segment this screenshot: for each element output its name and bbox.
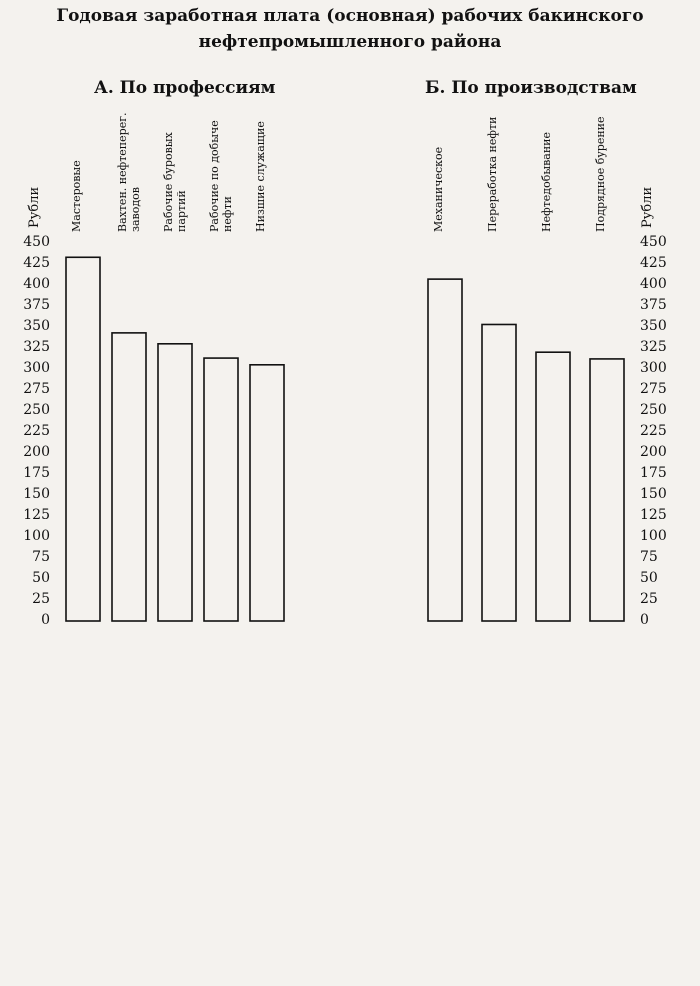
left-y-tick-label: 250 (23, 402, 50, 418)
left-y-tick-label: 175 (23, 465, 50, 481)
right-y-tick-label: 450 (640, 234, 667, 250)
left-y-tick-label: 375 (23, 297, 50, 313)
right-y-tick-label: 0 (640, 612, 649, 628)
right-y-tick-label: 275 (640, 381, 667, 397)
panel-a-title: А. По профессиям (94, 78, 276, 98)
left-y-tick-label: 125 (23, 507, 50, 523)
right-y-tick-label: 350 (640, 318, 667, 334)
right-y-tick-label: 325 (640, 339, 667, 355)
left-y-tick-label: 75 (32, 549, 50, 565)
left-y-tick-label: 225 (23, 423, 50, 439)
category-label: Подрядное бурение (594, 116, 607, 232)
category-label: Рабочие по добыче нефти (208, 120, 234, 232)
bar (590, 359, 624, 621)
bar (250, 365, 284, 621)
category-label: Рабочие буровых партий (162, 132, 188, 232)
bar (536, 352, 570, 621)
right-y-tick-label: 400 (640, 276, 667, 292)
right-y-tick-label: 225 (640, 423, 667, 439)
left-y-tick-label: 300 (23, 360, 50, 376)
right-y-tick-label: 300 (640, 360, 667, 376)
right-y-tick-label: 125 (640, 507, 667, 523)
right-y-tick-label: 50 (640, 570, 658, 586)
left-y-tick-label: 275 (23, 381, 50, 397)
right-y-axis-label: Рубли (640, 186, 655, 228)
right-y-tick-label: 150 (640, 486, 667, 502)
right-y-tick-label: 200 (640, 444, 667, 460)
left-y-tick-label: 150 (23, 486, 50, 502)
panel-b-title: Б. По производствам (425, 78, 637, 98)
left-y-tick-label: 0 (41, 612, 50, 628)
right-y-tick-label: 250 (640, 402, 667, 418)
left-y-tick-label: 450 (23, 234, 50, 250)
left-y-tick-label: 200 (23, 444, 50, 460)
category-label: Механическое (432, 146, 445, 232)
right-y-tick-label: 75 (640, 549, 658, 565)
right-y-tick-label: 375 (640, 297, 667, 313)
bar (158, 344, 192, 621)
category-label: Переработка нефти (486, 116, 499, 232)
left-y-tick-label: 100 (23, 528, 50, 544)
right-y-tick-label: 100 (640, 528, 667, 544)
left-y-tick-label: 425 (23, 255, 50, 271)
left-y-tick-label: 50 (32, 570, 50, 586)
category-label: Нефтедобывание (540, 131, 553, 232)
left-y-tick-label: 400 (23, 276, 50, 292)
bar (112, 333, 146, 621)
bar (482, 324, 516, 621)
right-y-tick-label: 25 (640, 591, 658, 607)
category-label: Низшие служащие (254, 121, 267, 232)
category-label: Вахтен. нефтеперег. заводов (116, 112, 142, 232)
right-y-tick-label: 425 (640, 255, 667, 271)
left-y-tick-label: 325 (23, 339, 50, 355)
right-y-tick-label: 175 (640, 465, 667, 481)
chart-title-line1: Годовая заработная плата (основная) рабочих бакинского (56, 6, 644, 26)
left-y-tick-label: 350 (23, 318, 50, 334)
category-label: Мастеровые (70, 160, 83, 232)
left-y-tick-label: 25 (32, 591, 50, 607)
bar (66, 257, 100, 621)
bar (428, 279, 462, 621)
bar (204, 358, 238, 621)
left-y-axis-label: Рубли (27, 186, 42, 228)
chart-title-line2: нефтепромышленного района (198, 32, 502, 52)
